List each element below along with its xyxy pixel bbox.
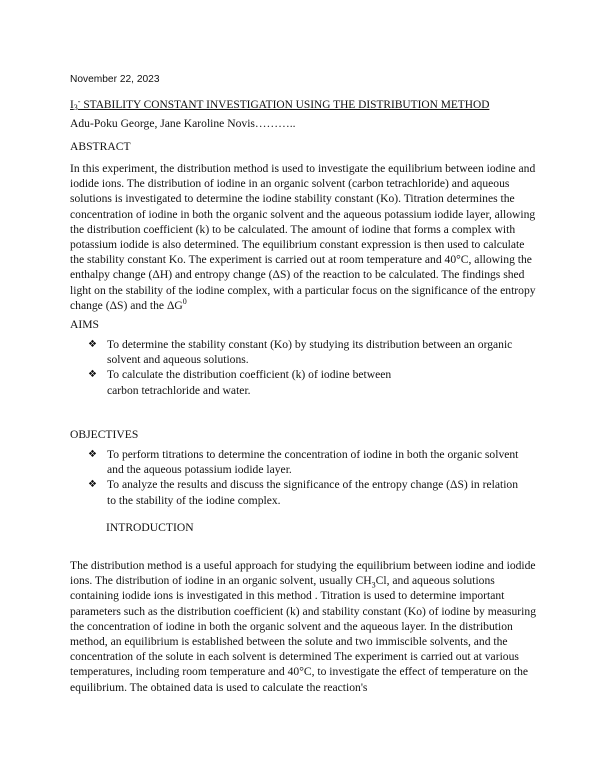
introduction-heading: INTRODUCTION [106,521,194,534]
aim-text: To calculate the distribution coefficient (k) of iodine between carbon tetrachloride and water. [107,368,392,397]
abstract-heading: ABSTRACT [70,140,131,153]
list-item [88,477,528,507]
title-subscript: 3 [73,103,78,112]
abstract-text: In this experiment, the distribution method is used to investigate the equilibrium between iodine and iodide ions. The distribution of iodine in an organic solvent (carbon tetrachloride) and aqueous solutions is investigated to determine the iodine stability constant (Ko). Titration determines the concentration of iodine in both the organic solvent and the aqueous potassium iodide layer, allowing the distribution coefficient (k) to be calculated. The amount of iodine that forms a complex with potassium iodide is also determined. The equilibrium constant expression is then used to calculate the stability constant Ko. The experiment is carried out at room temperature and 40°C, allowing the enthalpy change (ΔH) and entropy change (ΔS) of the reaction to be calculated. The findings shed light on the stability of the iodine complex, with a particular focus on the significance of the entropy change (ΔS) and the ΔG [70,162,536,312]
bullet-diamond-icon: ❖ [88,339,97,350]
title-superscript: - [77,97,81,106]
intro-subscript: 3 [371,580,376,590]
intro-text-b: Cl, and aqueous solutions containing iodide ions is investigated in this method . Titration is used to determine important parameters such as the distribution coefficient (k) and stability constant (Ko) of iodine by measuring the concentration of iodine in both the organic solvent and the aqueous layer. In the distribution method, an equilibrium is established between the solute and two immiscible solvents, and the concentration of the solute in each solvent is determined The experiment is carried out at various temperatures, including room temperature and 40°C, to investigate the effect of temperature on the equilibrium. The obtained data is used to calculate the reaction's [70,574,536,694]
aim-text: To determine the stability constant (Ko) by studying its distribution between an organic solvent and aqueous solutions. [107,338,513,367]
objective-text: To analyze the results and discuss the significance of the entropy change (ΔS) in relation to the stability of the iodine complex. [107,478,519,507]
bullet-diamond-icon: ❖ [88,369,97,381]
introduction-body [70,558,540,695]
title-text: STABILITY CONSTANT INVESTIGATION USING THE DISTRIBUTION METHOD [80,99,490,111]
abstract-body [70,161,540,313]
bullet-diamond-icon: ❖ [88,449,97,460]
abstract-superscript: 0 [182,296,187,306]
list-item [88,337,528,367]
objective-text: To perform titrations to determine the concentration of iodine in both the organic solvent and the aqueous potassium iodide layer. [107,448,519,477]
title-prefix: I [70,99,74,111]
bullet-diamond-icon: ❖ [88,479,97,491]
intro-text-a: The distribution method is a useful approach for studying the equilibrium between iodine and iodide ions. The distribution of iodine in an organic solvent, usually CH [70,559,536,588]
objectives-list [88,447,528,508]
objectives-heading: OBJECTIVES [70,428,139,441]
document-title [70,94,523,115]
list-item [88,367,407,397]
list-item [88,447,528,477]
aims-heading: AIMS [70,318,99,331]
authors-line: Adu-Poku George, Jane Karoline Novis……….. [70,117,296,130]
document-date: November 22, 2023 [70,74,160,85]
aims-list [88,337,528,398]
